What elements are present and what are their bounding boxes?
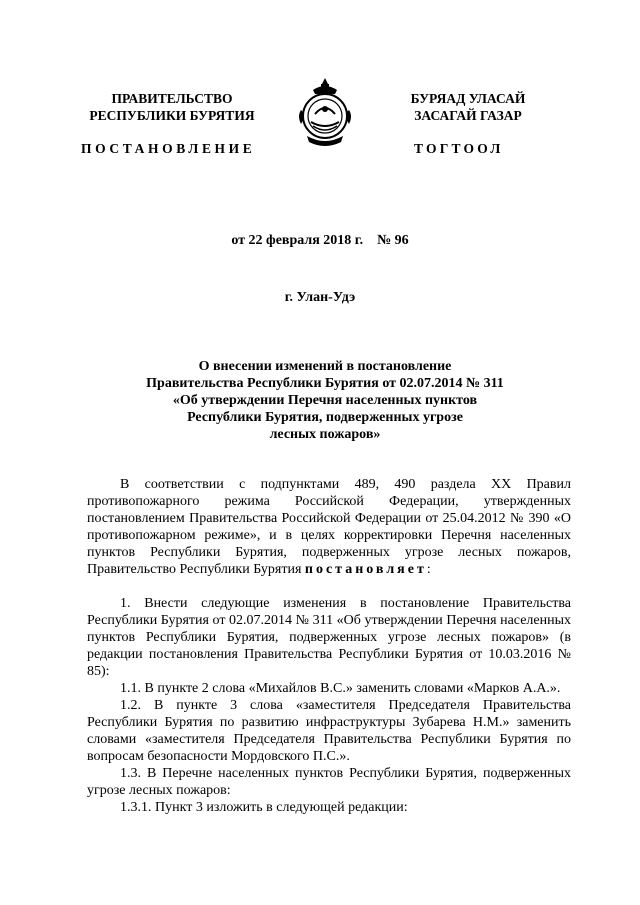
- body-paragraph-1: 1. Внести следующие изменения в постановление Правительства Республики Бурятия от 02.07.2014 № 311 «Об утверждении Перечня населенных пунктов Республики Бурятия, подверженных угрозе лесных пожаров» (в редакции постановления Правительства Республики Бурятия от 10.03.2016 № 85):: [87, 596, 571, 679]
- body-paragraph-1-3: 1.3. В Перечне населенных пунктов Республики Бурятия, подверженных угрозе лесных пожаров:: [87, 766, 571, 798]
- preamble-resolves: постановляет: [304, 562, 427, 577]
- doc-title-line2: Правительства Республики Бурятия от 02.07.2014 № 311: [146, 376, 504, 391]
- doc-kind-ru: ПОСТАНОВЛЕНИЕ: [81, 141, 256, 156]
- coat-of-arms-icon: [295, 76, 355, 150]
- issuer-bua: [358, 90, 578, 124]
- doc-body: [87, 476, 571, 816]
- body-paragraph-preamble: [87, 476, 571, 578]
- doc-number: № 96: [377, 233, 409, 248]
- doc-title-line1: О внесении изменений в постановление: [198, 359, 452, 374]
- preamble-text: В соответствии с подпунктами 489, 490 раздела XX Правил противопожарного режима Российской Федерации, утвержденных постановлением Правительства Российской Федерации от 25.04.2012 № 390 «О противопожарном режиме», и в целях корректировки Перечня населенных пунктов Республики Бурятия, подверженных угрозе лесных пожаров, Правительство Республики Бурятия: [87, 477, 571, 577]
- doc-kind-bua: ТОГТООЛ: [414, 141, 504, 156]
- preamble-end: :: [426, 562, 431, 577]
- doc-title-line4: Республики Бурятия, подверженных угрозе: [187, 410, 463, 425]
- issuer-bua-line2: ЗАСАГАЙ ГАЗАР: [414, 108, 522, 123]
- doc-title-line3: «Об утверждении Перечня населенных пунктов: [172, 393, 478, 408]
- doc-date: от 22 февраля 2018 г.: [231, 233, 364, 248]
- doc-date-line: [0, 233, 640, 249]
- issuer-ru: [62, 90, 282, 124]
- issuer-ru-line2: РЕСПУБЛИКИ БУРЯТИЯ: [89, 108, 255, 123]
- body-paragraph-1-3-1: 1.3.1. Пункт 3 изложить в следующей редакции:: [120, 800, 408, 815]
- body-paragraph-1-1: 1.1. В пункте 2 слова «Михайлов В.С.» заменить словами «Марков А.А.».: [120, 681, 561, 696]
- doc-title: [80, 358, 570, 443]
- issuer-ru-line1: ПРАВИТЕЛЬСТВО: [111, 91, 233, 106]
- issuer-bua-line1: БУРЯАД УЛАСАЙ: [410, 91, 526, 106]
- doc-city: г. Улан-Удэ: [284, 290, 356, 305]
- body-paragraph-1-2: 1.2. В пункте 3 слова «заместителя Председателя Правительства Республики Бурятия по развитию инфраструктуры Зубарева Н.М.» заменить словами «заместителя Председателя Правительства Республики Бурятия по вопросам безопасности Мордовского П.С.».: [87, 698, 571, 764]
- doc-title-line5: лесных пожаров»: [269, 427, 381, 442]
